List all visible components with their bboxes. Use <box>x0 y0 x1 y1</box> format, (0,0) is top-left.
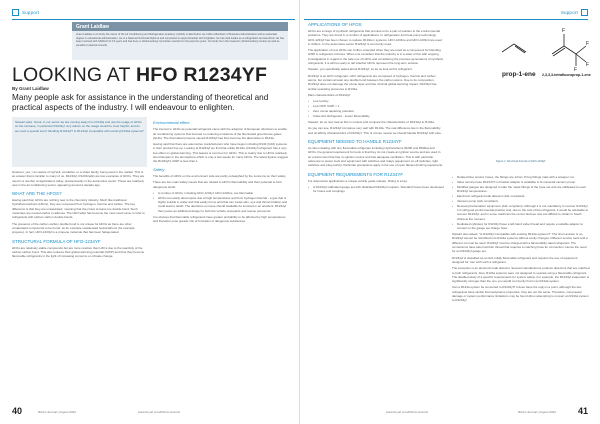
paragraph: The benefits of HFOs on the environment side are partly outweighed by the concerns on their safety. <box>153 173 287 178</box>
bullet-list <box>452 175 590 230</box>
list-item: • Electronic refrigerant leak detector (A2L compliant). <box>452 194 590 198</box>
list-item: • Modified gauges are designed to take the made fittings of the hose set and are calibrated to read R1234yf temperatures. <box>452 185 590 194</box>
paragraph: There are two main safety issues that are related to HFO's flammability and their potential to form dangerous acids: <box>153 180 283 189</box>
paragraph: The interest in HFOs as potential refrigerant came with the adoption of European directives to enable air conditioning systems that focused on reducing emissions of the fluorinated greenhouse gases (GHG). The fluorinated propene named R1234yf has thus become the alternative to R134a. <box>153 127 287 140</box>
atom-f: F <box>586 41 590 47</box>
author-name: Grant Laidlaw <box>72 22 288 31</box>
list-item: • Vacuum pump (A2L compliant). <box>452 199 590 203</box>
paragraph: Can a R134a system be converted to R1234yf? It does have the reply is a point, although the two refrigerants have similar thermodynamic properties, they are not the same. Therefore, compressor damage or system performance limitations may be found when attempting to convert an R134a system to R1234yf. <box>452 285 589 303</box>
page-footer <box>0 406 299 420</box>
title-bold: HFO R1234YF <box>135 64 268 86</box>
paragraph: Having said that there are automotive manufacturers who have begun including R134 (GF2) systems in their product line-up. Looking at R1234yf we find that unlike R134a, R1234yf refrigerant has a very low effect on global warming. This feature is common for HFOs. This is mainly due to HFOs relatively short lifespan in the atmosphere which is only a few weeks for many HFOs. The latest figures suggest the R1234yf's GWP is less than 1. <box>153 142 289 164</box>
page-title <box>12 64 267 87</box>
list-item: • Dedicated cylinders for R1234yf have a left-hand valve thread and require a suitable adaptor to connect to the gauge set charge hose. <box>452 222 590 231</box>
list-item: • Rotated blue service hoses, the fittings are 12mm O'ring fittings male with a wrapper nut. <box>452 175 590 179</box>
molecule-label-right: 2,3,3,3-tetrafluoroprop-1-ene <box>542 73 591 77</box>
subheading: Environmental effect <box>153 120 190 125</box>
subheading: Safety <box>153 166 165 172</box>
subheading: APPLICATIONS OF HFOS <box>308 22 362 27</box>
paragraph: The exception is an electronic leak detector. Several manufacturers produce detectors that are matched to both refrigerants. Also, R134a systems were not designed to operate using a flammable refrigerant. The detailed study of a specific requirements for system safety. For example, the R1234yf evaporator is significantly stronger than the one you would commonly find in an R134a system. <box>452 266 590 284</box>
paragraph: HFOs are a range of synthetic refrigerants that promise to be a part of solution to the environmental problems. They are found in a number of applications. In refrigeration and heat pump technology HFO-1234yf has been chosen to replace R134a in systems. HFO-1234ze and HFO-1233zd are used in chillers. In the automotive sector R1234yf is commonly used. <box>308 29 442 46</box>
section-square-icon <box>581 9 588 16</box>
issue-label: RACA Journal | August 2022 <box>518 410 556 414</box>
deck: Many people ask for assistance in the understanding of theoretical and practical aspects of the industry. I will endeavour to enlighten. <box>12 93 269 112</box>
paragraph: The application of new HFOs can further extended when they are used as a component for blending GWP in refrigerant mixtures. When one considers that the industry is in a state of flux with ongoing investigations in regard to the safe use of HFOs and considering the previous generations of synthetic refrigerants, it is still too early to tell whether HFOs represent the long-term solution. <box>308 48 444 66</box>
footer-url[interactable]: www.tinyurl.com/RACA-Journal <box>138 410 180 414</box>
page-footer <box>300 406 600 420</box>
structural-formula-figure <box>496 22 592 172</box>
atom-f: F <box>574 67 578 73</box>
list-item: • Low toxicity <box>308 99 444 103</box>
header-rule <box>304 19 588 20</box>
column-3 <box>308 22 444 195</box>
list-item: • Class A2L Refrigerant - Lower flammability <box>308 114 444 118</box>
title-prefix: LOOKING AT <box>12 64 136 86</box>
list-item: • Recovery/reclamation equipment (A2L compliant). Although it is not mandatory to recover R1234yf, it is still good environmental practice and, due to the cost of the refrigerant, it would be advisable to recover R1234yf, and in some machines the recent devices now are difficult to obtain in South Africa at the moment. <box>452 204 590 221</box>
section-header <box>561 8 588 17</box>
paragraph: As when dealing with any flammable refrigerant including Hydrocarbons (R290 and R600a) and HFOs, the general requirement for tools is that they do not create an ignition source and are used in an environment that has no ignition source and has adequate ventilation. This is with particular reference to power tools and equipment with switches and relays (equipment on-off switches, tight switches and plug points). Particular precautions apply in the use of open flames (brazing equipment). <box>308 146 444 168</box>
page-number: 40 <box>12 406 23 416</box>
molecule-diagram <box>496 22 592 158</box>
header-rule <box>12 19 295 20</box>
bullet-list <box>153 191 288 213</box>
paragraph: R1234yf is an HFO refrigerant. HFO refrigerants are composed of hydrogen, fluorine and carbon atoms, but contain at least one double bond between the carbon atoms. Due to its composition, R1234yf does not damage the ozone layer and has minimal global warming impact. R1234yf has similar operating pressures to R134a. <box>308 73 437 91</box>
section-label: Support <box>22 10 40 15</box>
footer-url[interactable]: www.tinyurl.com/RACA-Journal <box>386 410 428 414</box>
author-box <box>72 22 288 60</box>
paragraph: Stewart, you specifically asked about R1234yf, so let us look at this refrigerant. <box>308 67 413 72</box>
column-4 <box>452 174 590 305</box>
byline: By Grant Laidlaw <box>12 86 49 91</box>
paragraph: For automotive applications a unique vehicle guide release. Fitting is a key: <box>308 178 408 183</box>
figure-caption: Figure 1: Structural formula of HFO-1234yf <box>496 160 546 163</box>
atom-f: F <box>562 28 566 34</box>
list-item: • A R1234yf calibrated gauge set with dedicated R1234yf couplers. Standard hoses been developed for hoses and couplings <box>308 185 444 194</box>
list-item: • Valve service hose R1234YF in bracket adaptor is available to fit universal vacuum pump. <box>452 180 590 184</box>
section-square-icon <box>12 9 19 16</box>
page-number: 41 <box>577 406 588 416</box>
list-item: • A number of HFOs, including HFO-1234yf, HFO-1234ze, are flammable. <box>153 191 288 195</box>
bullet-list <box>308 99 444 118</box>
paragraph: R1234yf is classified as an A2L mildly flammable refrigerant and requires the use of equipment designed for 'use' with such a refrigerant. <box>452 255 578 264</box>
section-header <box>12 8 39 17</box>
paragraph: HFOs are relatively stable compounds but are more reactive than HFCs due to the reactivity of the carbon-carbon bond. This also reduces their global warming potential (GWP) and thus they become flammable refrigerants in the light of increasing concerns on climate change. <box>12 245 145 259</box>
paragraph: Stewart also asked, "Is R1234yf compatible with existing R134a systems?" The short answer is no, R1234yf cannot be retrofitted into R134a systems without costly changes. Different service tools and a different oil must be used. R1234yf must be charged with a flammability-rated refrigerant. The connections have also had their thread that requires a matching hose for connection. Hence the need for an R1234yf gauge set. <box>452 232 588 254</box>
right-page <box>300 0 600 424</box>
paragraph: Having said that, HFOs are nothing new to the chemistry industry. Much like traditional hydrofluorocarbons (HFCs), they are composed from hydrogen, fluorine and carbon. The key difference is that they are unsaturated, meaning that they have at least one double bond. Such molecules are named olefins or alkenes. The HFO label has become the most used name to refer to refrigerants with carbon-carbon double bonds. <box>12 198 145 220</box>
issue-label: RACA Journal | August 2022 <box>38 410 76 414</box>
subheading: WHAT ARE THE HFOS? <box>12 191 62 197</box>
molecule-label-left: prop-1-ene <box>502 71 536 78</box>
subheading: EQUIPMENT REQUIREMENTS FOR R1234YF <box>308 171 404 177</box>
column-2 <box>153 117 288 226</box>
paragraph: It is obvious that flammable refrigerants have greater probability to be affected by high temperatures and therefore pose greater risk of formation of dangerous substances. <box>153 214 286 224</box>
atom-f: F <box>586 62 590 68</box>
paragraph: As you can see, R1234yf compares very well with R134a. The real difference lies in the flammability and oil affinity characteristics of R1234yf. This of course means we should handle R1234yf with care. <box>308 126 442 135</box>
list-item: • HFOs can easily decompose due at high temperatures and form hydrogen fluoride - a gas that is highly soluble in water and that easily forms acid that can cause skin, eye and throat irritation and could lead to death. The decisions on issue should available be involved in an accident. R1234yf then poses an additional danger to both the vehicle occupants and rescue personnel. <box>153 196 288 213</box>
subheading: EQUIPMENT NEEDED TO HANDLE R1234YF <box>308 139 402 145</box>
bullet-list <box>308 185 444 194</box>
paragraph: The presence of the carbon-carbon double bond is not unique for HFOs as there are other unsaturated compounds to be found, as for example unsaturated hydrocarbons (for example propene). In fact, HFO-1234yf is a propene molecule that has been halogenated. <box>12 221 135 235</box>
subheading: STRUCTURAL FORMULA OF HFO-1234YF <box>12 238 101 244</box>
section-label: Support <box>560 10 578 15</box>
column-1 <box>12 170 147 260</box>
list-item: • Zero ozone depleting potential <box>308 109 444 113</box>
intro-paragraph: However, yes, I am aware of HyrVelt, condeflex, or a share family, being used in the market. This is an answer that is familiar to many of us. R1234yf, R1234ze(E) are few examples of HFOs. They are used in a number of applications today, predominantly in the automotive sector. These are relatively new in the air conditioning sector, appearing around a decade ago. <box>12 170 145 187</box>
standfirst-box: Stewart asks: Grant, in our sector we are moving away from R134a and use the usage of HFOs on the increase, in particular R1234yf. Any advice on the usage would be most helpful, and do we need a special tool if handling R1234yf? Is R1234yf compatible with existing R134a systems? <box>12 117 147 167</box>
author-bio: Grant Laidlaw is currently the owner of the Air Conditioning and Refrigeration Academy (ACRA) in Ekurhuleni. He holds a Bachelor of Business Administration and an associate degree in educational administration. He is a National Technical Diploma and completed an apprenticeship with Frigidaire. He has dual trades as a refrigeration and electrical. He has been involved with SAIRAC for 15 years and has been a Johannesburg committee member for the past two years. Currently he is the treasurer (Johannesburg Centre) as well as president (national council). <box>76 33 284 47</box>
paragraph: Main characteristics of R1234yf: <box>308 92 351 97</box>
list-item: • Low ODP, GWP < 1 <box>308 104 444 108</box>
paragraph: Stewart, let us now look at this in context and compare the characteristics of R1234yf to R134a. <box>308 120 435 125</box>
